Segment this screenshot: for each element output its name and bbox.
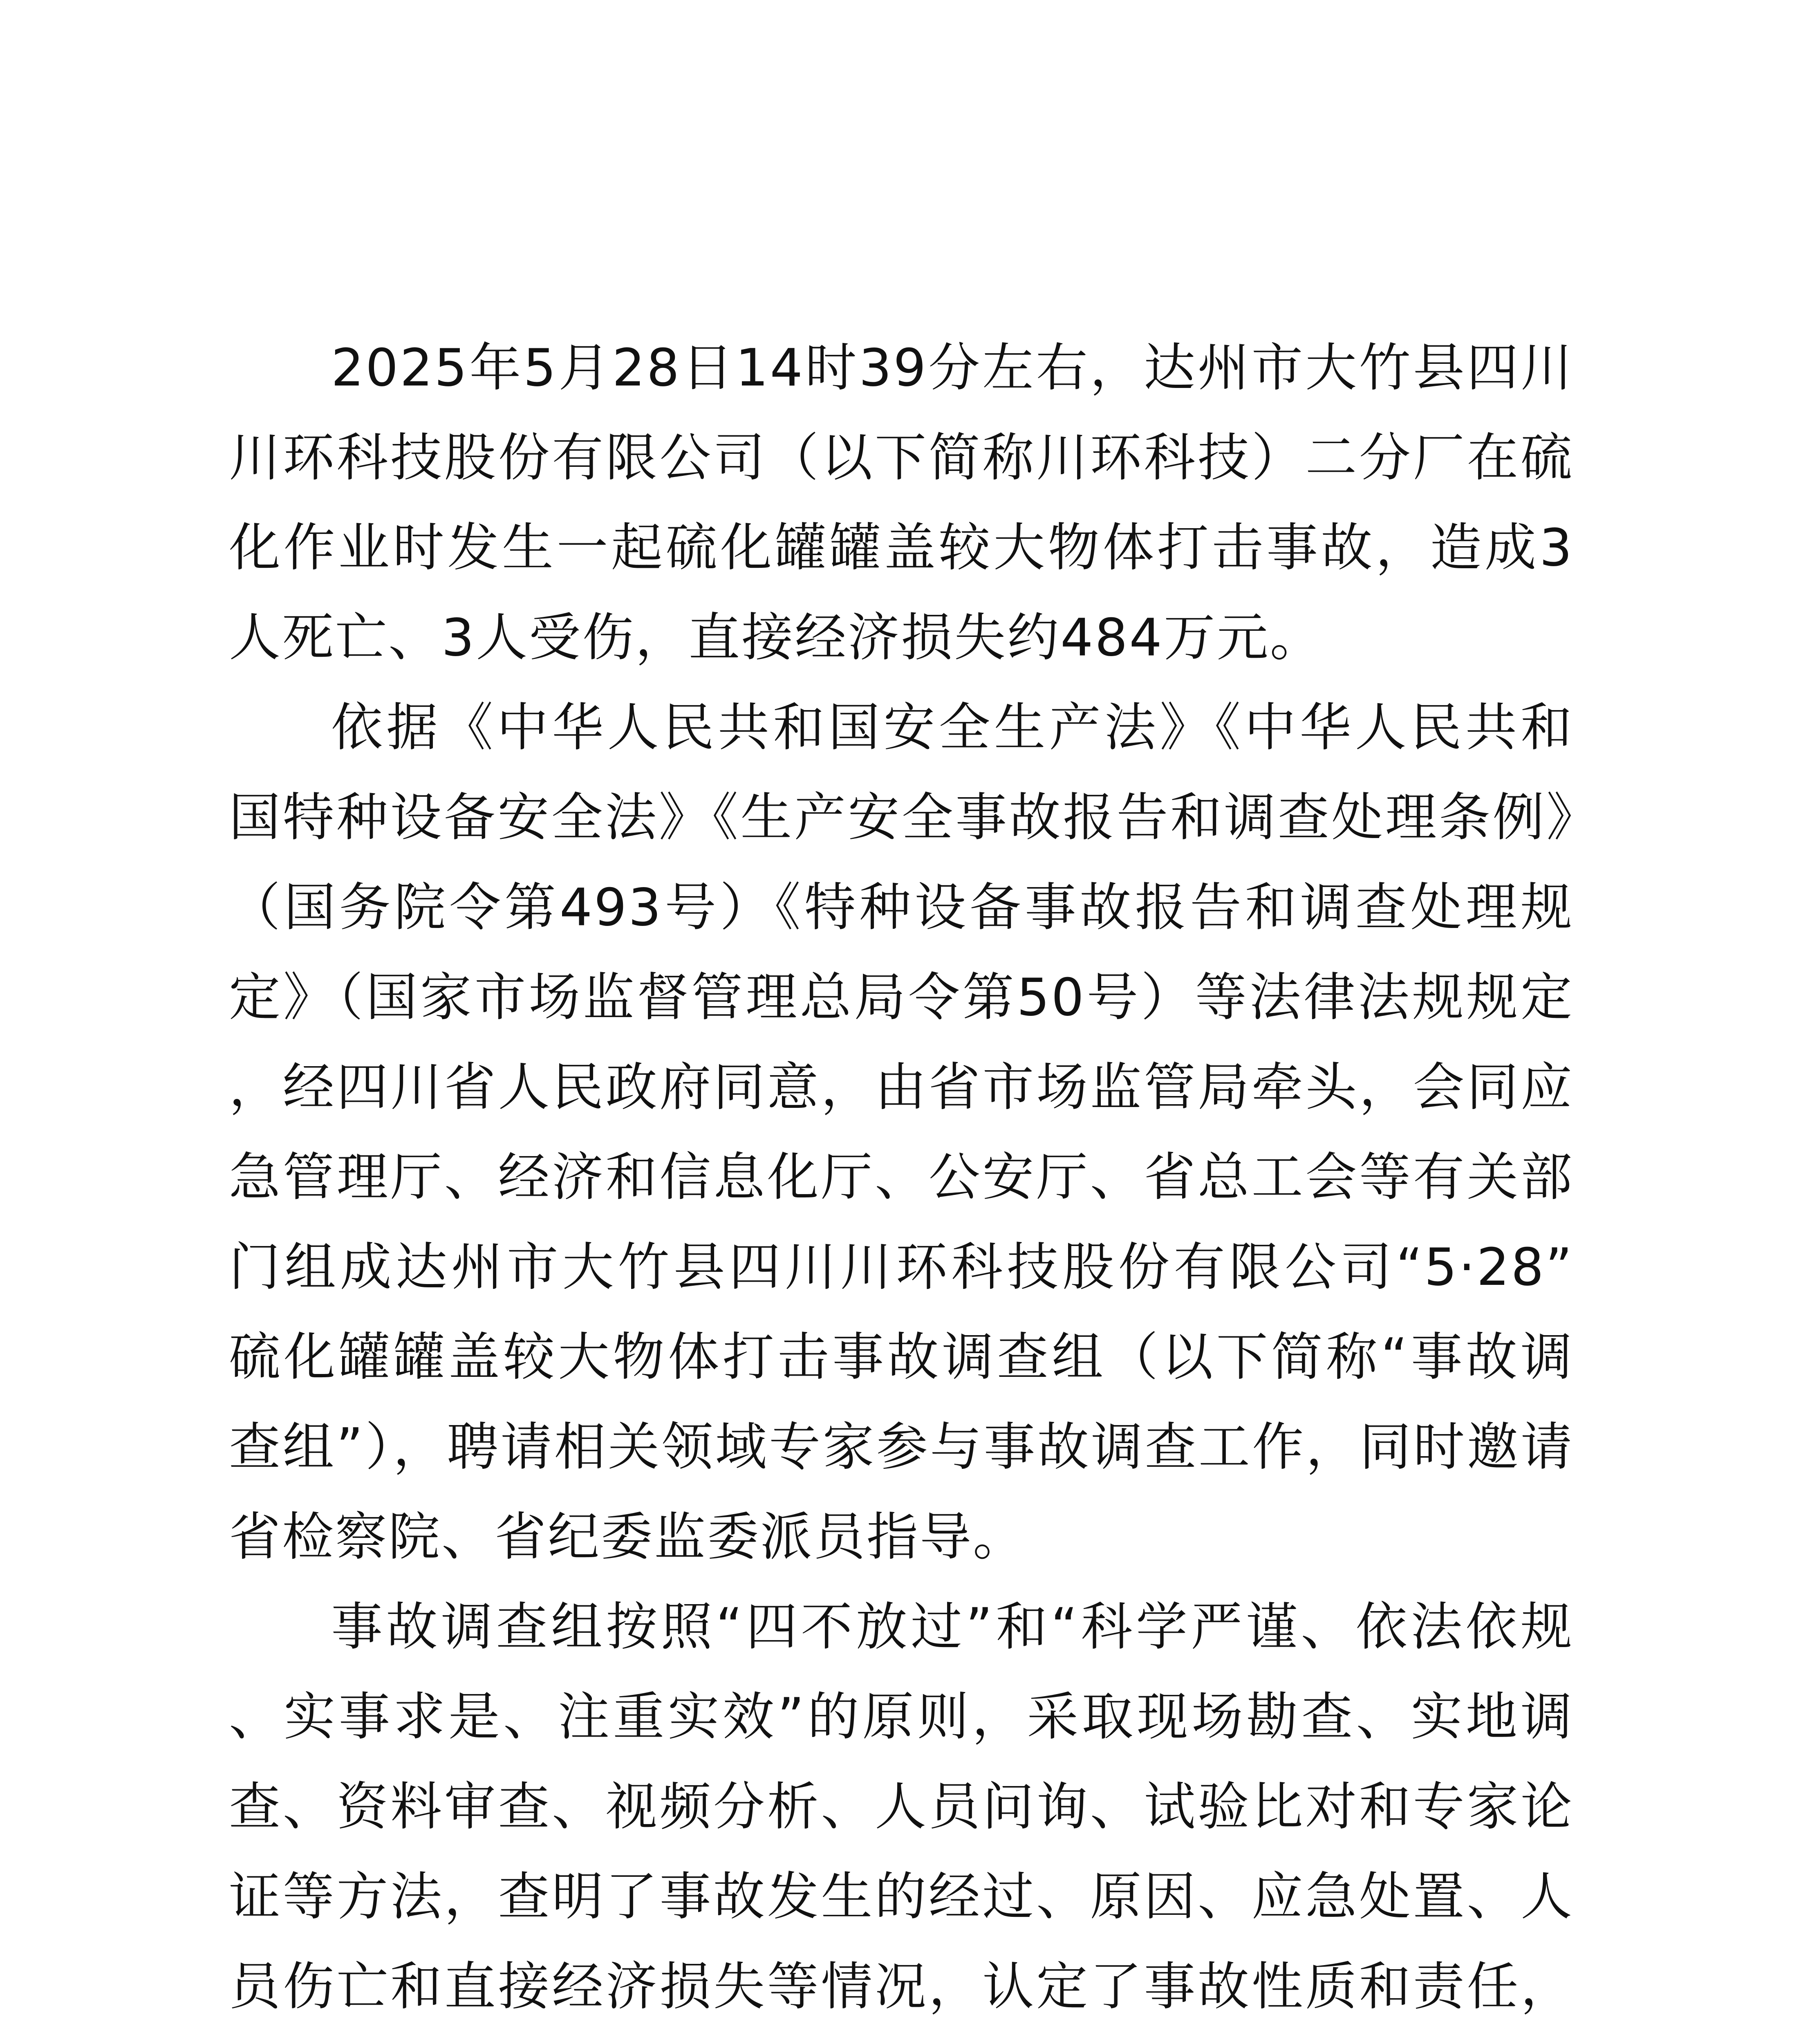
- paragraph-investigation-method: 事故调查组按照“四不放过”和“科学严谨、依法依规、实事求是、注重实效”的原则，采取现场勘查、实地调查、资料审查、视频分析、人员问询、试验比对和专家论证等方法，查明了事故发生的经过、原因、应急处置、人员伤亡和直接经济损失等情况，认定了事故性质和责任，: [229, 1597, 1574, 2017]
- paragraph-legal-basis: 依据《中华人民共和国安全生产法》《中华人民共和国特种设备安全法》《生产安全事故报告和调查处理条例》（国务院令第493号）《特种设备事故报告和调查处理规定》（国家市场监督管理总局令第50号）等法律法规规定，经四川省人民政府同意，由省市场监管局牵头，会同应急管理厅、经济和信息化厅、公安厅、省总工会等有关部门组成达州市大竹县四川川环科技股份有限公司“5·28”硫化罐罐盖较大物体打击事故调查组（以下简称“事故调查组”），聘请相关领域专家参与事故调查工作，同时邀请省检察院、省纪委监委派员指导。: [229, 697, 1574, 1567]
- document-body: [229, 323, 1574, 2044]
- paragraph-accident-summary: 2025年5月28日14时39分左右，达州市大竹县四川川环科技股份有限公司（以下简称川环科技）二分厂在硫化作业时发生一起硫化罐罐盖较大物体打击事故，造成3人死亡、3人受伤，直接经济损失约484万元。: [229, 338, 1574, 668]
